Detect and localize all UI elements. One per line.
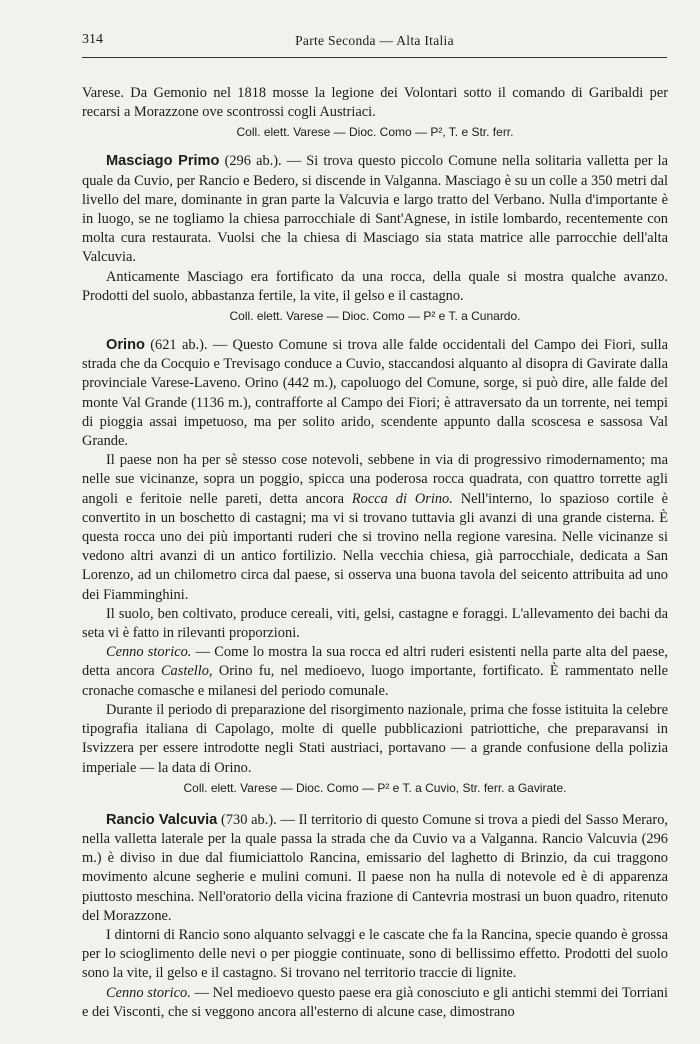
masciago-electoral-note: Coll. elett. Varese — Dioc. Como — P² e T. a Cunardo. xyxy=(229,309,521,324)
rancio-text-3: — Nel medioevo questo paese era già conosciuto e gli antichi stemmi dei Torriani e dei Visconti, che si veggono ancora all'esterno di alcune case, dimostrano xyxy=(82,984,668,1020)
rancio-paragraph-1 xyxy=(82,811,668,926)
masciago-paragraph-1 xyxy=(82,152,668,267)
orino-rocca-italic: Rocca di Orino. xyxy=(351,490,453,507)
intro-electoral-note: Coll. elett. Varese — Dioc. Como — P², T. e Str. ferr. xyxy=(236,125,514,140)
orino-text-4a: — Come lo mostra la sua rocca ed altri ruderi esistenti nella parte alta del paese, detta ancora xyxy=(82,644,668,680)
orino-text-2b: Nell'interno, lo spazioso cortile è convertito in un boschetto di castagni; ma vi si trovano tuttavia gli avanzi di una grande cisterna. È questa rocca uno dei più importanti ruderi che si trovino nella regione varesina. Nelle vicinanze si vedono altri avanzi di un antico fortilizio. Nella vecchia chiesa, già parrocchiale, dedicata a San Lorenzo, ad un chilometro circa dal paese, si osserva una buona tavola del seicento attribuita ad uno dei Fiamminghini. xyxy=(82,490,668,603)
rancio-paragraph-3 xyxy=(82,984,668,1022)
orino-castello-italic: Castello, xyxy=(160,663,213,680)
masciago-text-1: (296 ab.). — Si trova questo piccolo Comune nella solitaria valletta per la quale da Cuvio, per Rancio e Bedero, si discende in Valganna. Masciago è su un colle a 350 metri dal livello del mare, dominante in gran parte la Valcuvia e largo tratto del Verbano. Nulla d'importante è in luogo, se ne togliamo la chiesa parrocchiale di Sant'Agnese, in istile lombardo, recentemente con molta cura restaurata. Vuolsi che la chiesa di Masciago sia stata matrice alle parrocchie dell'alta Valcuvia. xyxy=(82,153,669,266)
orino-cenno-label: Cenno storico. xyxy=(106,644,192,661)
rancio-heading: Rancio Valcuvia xyxy=(106,811,218,828)
orino-paragraph-1 xyxy=(82,336,668,451)
page-body xyxy=(82,84,668,1022)
orino-paragraph-2 xyxy=(82,451,668,605)
orino-text-4b: Orino fu, nel medioevo, luogo importante, fortificato. È rammentato nelle cronache comasche e milanesi del periodo comunale. xyxy=(82,663,668,699)
orino-paragraph-5: Durante il periodo di preparazione del risorgimento nazionale, prima che fosse istituita la celebre tipografia italiana di Capolago, molte di quelle pubblicazioni patriottiche, che preparavansi in Isvizzera per essere introdotte negli Stati austriaci, portavano — a grande confusione della polizia imperiale — la data di Orino. xyxy=(82,701,668,776)
page-number: 314 xyxy=(82,32,103,47)
intro-paragraph: Varese. Da Gemonio nel 1818 mosse la legione dei Volontari sotto il comando di Garibaldi per recarsi a Morazzone ove scontrossi cogli Austriaci. xyxy=(82,85,668,121)
header-rule xyxy=(82,57,667,58)
rancio-text-1: (730 ab.). — Il territorio di questo Comune si trova a piedi del Sasso Meraro, nella valletta laterale per la quale passa la strada che da Cuvio va a Valganna. Rancio Valcuvia (296 m.) è diviso in due dal fiumiciattolo Rancina, emissario del laghetto di Brinzio, da cui traggono movimento alcune segherie e mulini comuni. Il paese non ha nulla di notevole ed è di apparenza piuttosto meschina. Nell'oratorio della vicina frazione di Cantevria mostrasi un buon quadro, ritenuto del Morazzone. xyxy=(82,811,668,924)
orino-paragraph-3: Il suolo, ben coltivato, produce cereali, viti, gelsi, castagne e foraggi. L'allevamento dei bachi da seta vi è fatto in rilevanti proporzioni. xyxy=(82,605,668,642)
orino-heading: Orino xyxy=(106,337,145,354)
masciago-heading: Masciago Primo xyxy=(106,153,220,170)
running-head xyxy=(82,32,667,54)
orino-paragraph-4 xyxy=(82,643,668,701)
rancio-cenno-label: Cenno storico. xyxy=(106,984,191,1001)
orino-text-1: (621 ab.). — Questo Comune si trova alle falde occidentali del Campo dei Fiori, sulla strada che da Cocquio e Trevisago conduce a Cuvio, staccandosi alquanto al disopra di Gavirate dalla provinciale Varese-Laveno. Orino (442 m.), capoluogo del Comune, sorge, si può dire, alle falde del monte Val Grande (1136 m.), contrafforte al Campo dei Fiori; è attraversato da un torrente, nei tempi di pioggia assai impetuoso, ma per solito arido, scendente appunto dalla scoscesa e sassosa Val Grande. xyxy=(82,337,668,450)
orino-text-2a: Il paese non ha per sè stesso cose notevoli, sebbene in via di progressivo rimodernamento; ma nelle sue vicinanze, sopra un poggio, spicca una poderosa rocca quadrata, con quattro torrette agli angoli e feritoie nelle pareti, detta ancora xyxy=(82,452,668,507)
running-title: Parte Seconda — Alta Italia xyxy=(295,33,454,48)
masciago-paragraph-2: Anticamente Masciago era fortificato da una rocca, della quale si mostra qualche avanzo. Prodotti del suolo, abbastanza fertile, la vite, il gelso e il castagno. xyxy=(82,268,668,304)
orino-electoral-note: Coll. elett. Varese — Dioc. Como — P² e T. a Cuvio, Str. ferr. a Gavirate. xyxy=(183,780,567,795)
rancio-paragraph-2: I dintorni di Rancio sono alquanto selvaggi e le cascate che fa la Rancina, specie quando è grossa per lo scioglimento delle nevi o per pioggie continuate, sono di bellissimo effetto. Prodotti del suolo sono la vite, il gelso e il castagno. Si trovano nel territorio traccie di lignite. xyxy=(82,926,668,982)
